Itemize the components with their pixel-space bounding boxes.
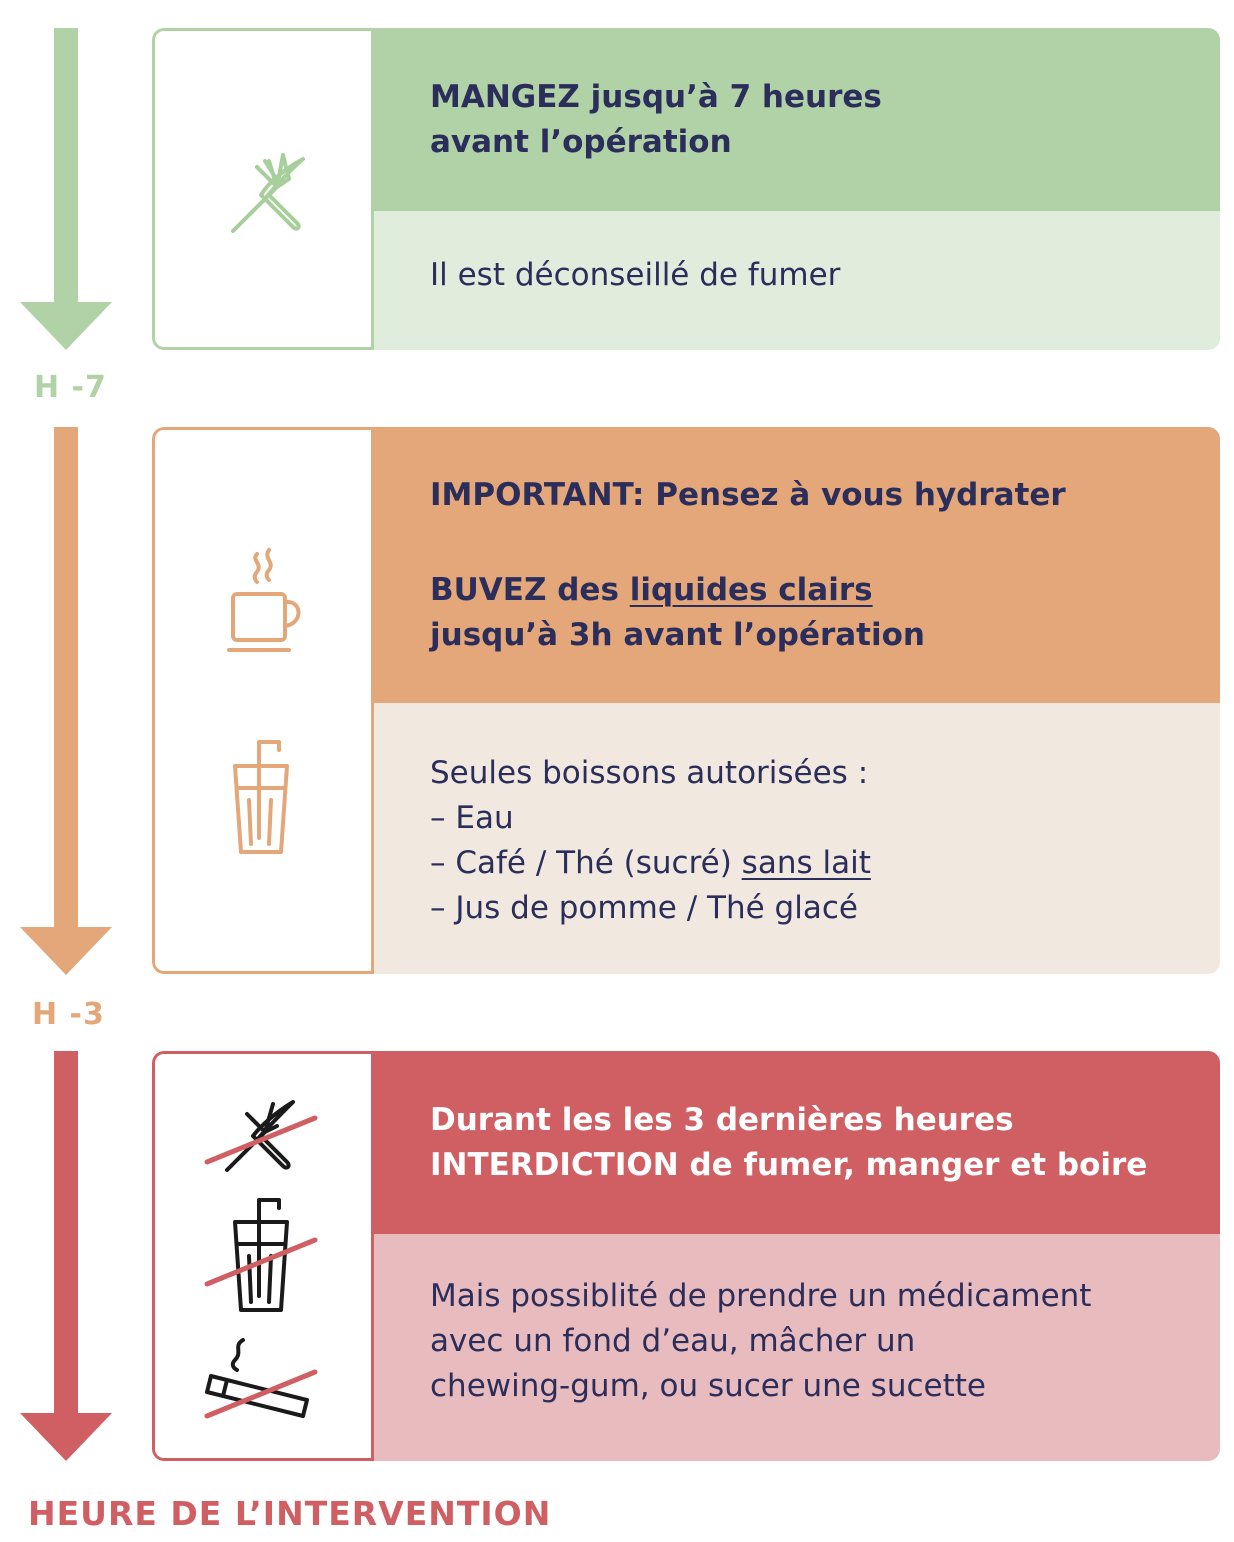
drinks-list (374, 703, 1220, 974)
no-drinking-icon (203, 1196, 319, 1314)
card-eat (152, 28, 1220, 350)
drinks-title: Seules boissons autorisées : (430, 755, 869, 791)
no-smoking-advice: Il est déconseillé de fumer (430, 257, 841, 293)
card-forbidden (152, 1051, 1220, 1461)
drink-juice-icetea: – Jus de pomme / Thé glacé (430, 890, 858, 926)
coffee-cup-icon (225, 546, 309, 656)
label-h3: H -3 (32, 997, 105, 1032)
label-intervention: HEURE DE L’INTERVENTION (28, 1494, 552, 1533)
forbidden-line1: Durant les les 3 dernières heures (430, 1101, 1014, 1138)
label-h7: H -7 (34, 370, 107, 405)
no-smoking-icon (203, 1336, 319, 1422)
eat-line2: avant l’opération (430, 123, 732, 160)
forbidden-header (374, 1051, 1220, 1234)
card-drink (152, 427, 1220, 974)
eat-note (374, 211, 1220, 350)
forbidden-icon-column (152, 1051, 374, 1461)
without-milk: sans lait (741, 845, 871, 881)
clear-liquids-link: liquides clairs (629, 572, 873, 608)
exception-line3: chewing-gum, ou sucer une sucette (430, 1368, 986, 1404)
eat-icon-column (152, 28, 374, 350)
buvez-prefix: BUVEZ des (430, 572, 619, 608)
arrow-intervention (20, 1051, 112, 1463)
drink-icon-column (152, 427, 374, 974)
exception-line2: avec un fond d’eau, mâcher un (430, 1323, 916, 1359)
buvez-line2: jusqu’à 3h avant l’opération (430, 617, 925, 653)
drink-header (374, 427, 1220, 703)
buvez-line1 (430, 568, 1220, 613)
arrow-h3 (20, 427, 112, 977)
eat-header (374, 28, 1220, 211)
eat-line1: MANGEZ jusqu’à 7 heures (430, 78, 882, 115)
important-hydrate: IMPORTANT: Pensez à vous hydrater (430, 477, 1066, 513)
arrow-h7 (20, 28, 112, 352)
drink-glass-straw-icon (229, 738, 295, 856)
fork-knife-icon (221, 147, 311, 237)
forbidden-line2: INTERDICTION de fumer, manger et boire (430, 1146, 1148, 1183)
drink-coffee-tea (430, 841, 1220, 886)
drink-water: – Eau (430, 800, 514, 836)
exception-line1: Mais possiblité de prendre un médicament (430, 1278, 1092, 1314)
drink2-prefix: – Café / Thé (sucré) (430, 845, 732, 881)
allowed-exceptions (374, 1234, 1220, 1461)
no-eating-icon (203, 1096, 319, 1174)
